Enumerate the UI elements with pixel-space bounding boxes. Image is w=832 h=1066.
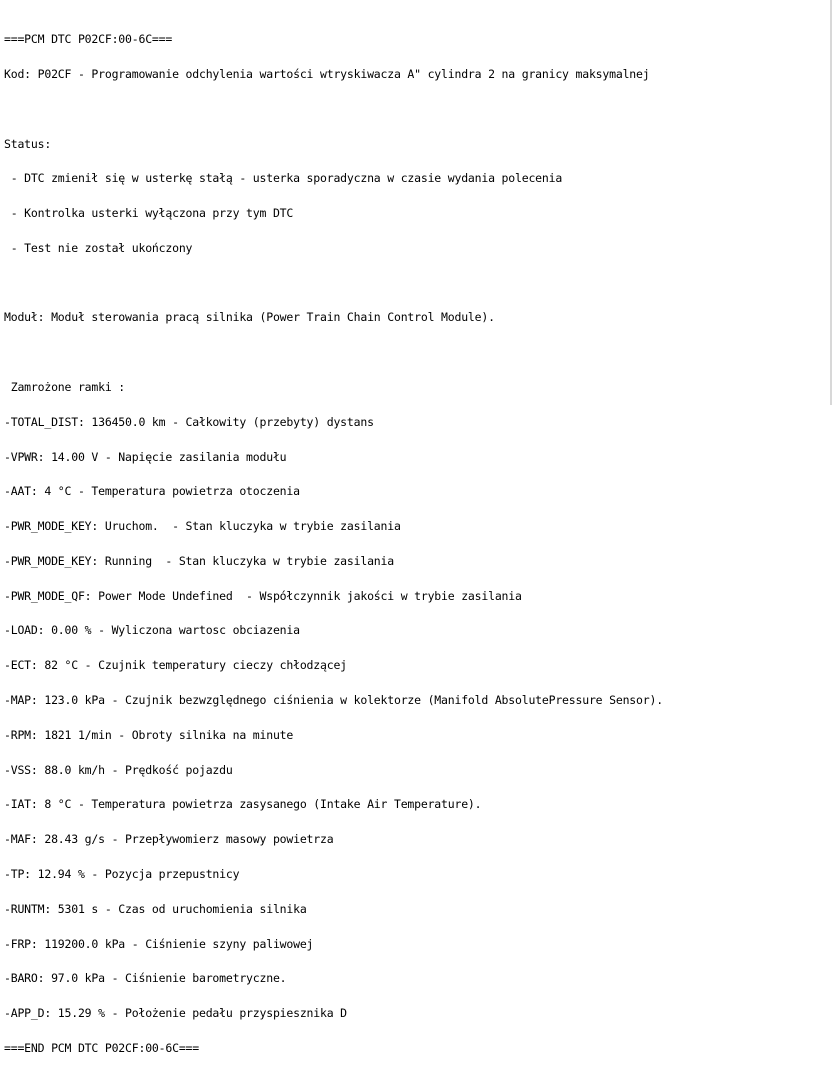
status-item: - DTC zmienił się w usterkę stałą - usterka sporadyczna w czasie wydania polecenia [4,171,563,186]
blank-line [4,278,830,290]
frame-line: -RUNTM: 5301 s - Czas od uruchomienia silnika [4,901,307,916]
report-header: ===PCM DTC P02CF:00-6C=== [4,32,173,47]
status-item: - Test nie został ukończony [4,240,193,255]
frame-line: -MAP: 123.0 kPa - Czujnik bezwzględnego ciśnienia w kolektorze (Manifold AbsolutePressure Sensor). [4,693,663,708]
frame-line: -MAF: 28.43 g/s - Przepływomierz masowy powietrza [4,832,334,847]
frame-line: -IAT: 8 °C - Temperatura powietrza zasysanego (Intake Air Temperature). [4,797,482,812]
frame-line: -RPM: 1821 1/min - Obroty silnika na minute [4,727,294,742]
blank-line [4,347,830,359]
status-heading: Status: [4,136,52,151]
frame-line: -TOTAL_DIST: 136450.0 km - Całkowity (przebyty) dystans [4,414,374,429]
frame-line: -AAT: 4 °C - Temperatura powietrza otoczenia [4,484,300,499]
report-footer: ===END PCM DTC P02CF:00-6C=== [4,1040,199,1055]
frame-line: -ECT: 82 °C - Czujnik temperatury cieczy chłodzącej [4,658,347,673]
blank-line [4,104,830,116]
frame-line: -PWR_MODE_QF: Power Mode Undefined - Współczynnik jakości w trybie zasilania [4,588,522,603]
frame-line: -LOAD: 0.00 % - Wyliczona wartosc obciazenia [4,623,300,638]
frame-line: -VSS: 88.0 km/h - Prędkość pojazdu [4,762,233,777]
dtc-code-line: Kod: P02CF - Programowanie odchylenia wartości wtryskiwacza A" cylindra 2 na granicy maksymalnej [4,66,650,81]
frame-line: -VPWR: 14.00 V - Napięcie zasilania modułu [4,449,287,464]
frame-line: -PWR_MODE_KEY: Uruchom. - Stan kluczyka w trybie zasilania [4,519,401,534]
frame-line: -PWR_MODE_KEY: Running - Stan kluczyka w trybie zasilania [4,553,394,568]
frame-line: -BARO: 97.0 kPa - Ciśnienie barometryczne. [4,971,287,986]
frames-heading: Zamrożone ramki : [4,380,126,394]
module-line: Moduł: Moduł sterowania pracą silnika (Power Train Chain Control Module). [4,310,495,325]
frame-line: -FRP: 119200.0 kPa - Ciśnienie szyny paliwowej [4,936,314,951]
status-item: - Kontrolka usterki wyłączona przy tym DTC [4,206,294,221]
frame-line: -APP_D: 15.29 % - Położenie pedału przyspiesznika D [4,1006,347,1021]
frame-line: -TP: 12.94 % - Pozycja przepustnicy [4,866,240,881]
